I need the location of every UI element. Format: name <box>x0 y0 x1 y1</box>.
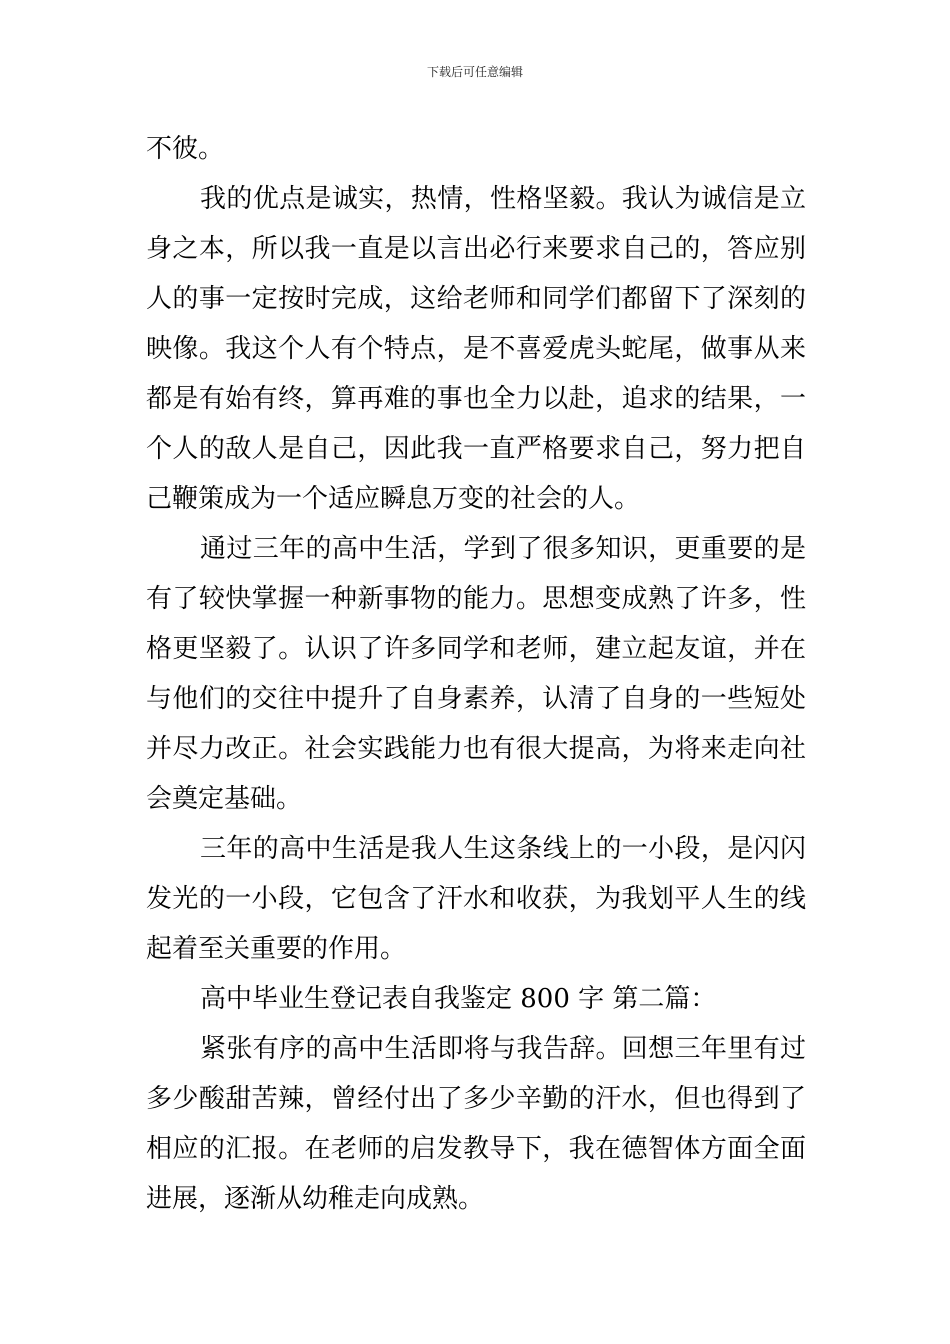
text-line: 我的优点是诚实，热情，性格坚毅。我认为诚信是立 <box>200 184 806 214</box>
text-line: 格更坚毅了。认识了许多同学和老师，建立起友谊，并在 <box>146 634 806 664</box>
text-line: 人的事一定按时完成，这给老师和同学们都留下了深刻的 <box>146 284 806 314</box>
text-line: 己鞭策成为一个适应瞬息万变的社会的人。 <box>146 484 641 514</box>
text-line: 进展，逐渐从幼稚走向成熟。 <box>146 1184 485 1214</box>
text-line: 身之本，所以我一直是以言出必行来要求自己的，答应别 <box>146 234 806 264</box>
text-line: 紧张有序的高中生活即将与我告辞。回想三年里有过 <box>200 1034 806 1064</box>
text-line: 多少酸甜苦辣，曾经付出了多少辛勤的汗水，但也得到了 <box>146 1084 806 1114</box>
section-heading: 高中毕业生登记表自我鉴定 800 字 第二篇： <box>200 984 717 1014</box>
text-line: 起着至关重要的作用。 <box>146 934 407 964</box>
text-line: 并尽力改正。社会实践能力也有很大提高，为将来走向社 <box>146 734 806 764</box>
text-line: 有了较快掌握一种新事物的能力。思想变成熟了许多，性 <box>146 584 806 614</box>
text-line: 会奠定基础。 <box>146 784 303 814</box>
document-body <box>146 124 806 1224</box>
text-line: 都是有始有终，算再难的事也全力以赴，追求的结果，一 <box>146 384 806 414</box>
page-header: 下载后可任意编辑 <box>426 65 523 79</box>
text-line: 通过三年的高中生活，学到了很多知识，更重要的是 <box>200 534 806 564</box>
text-line: 三年的高中生活是我人生这条线上的一小段，是闪闪 <box>200 834 806 864</box>
text-line: 相应的汇报。在老师的启发教导下，我在德智体方面全面 <box>146 1134 806 1164</box>
text-line: 个人的敌人是自己，因此我一直严格要求自己，努力把自 <box>146 434 806 464</box>
text-line: 映像。我这个人有个特点，是不喜爱虎头蛇尾，做事从来 <box>146 334 806 364</box>
text-line: 发光的一小段，它包含了汗水和收获，为我划平人生的线 <box>146 884 806 914</box>
text-line: 与他们的交往中提升了自身素养，认清了自身的一些短处 <box>146 684 806 714</box>
text-line: 不彼。 <box>146 134 225 164</box>
